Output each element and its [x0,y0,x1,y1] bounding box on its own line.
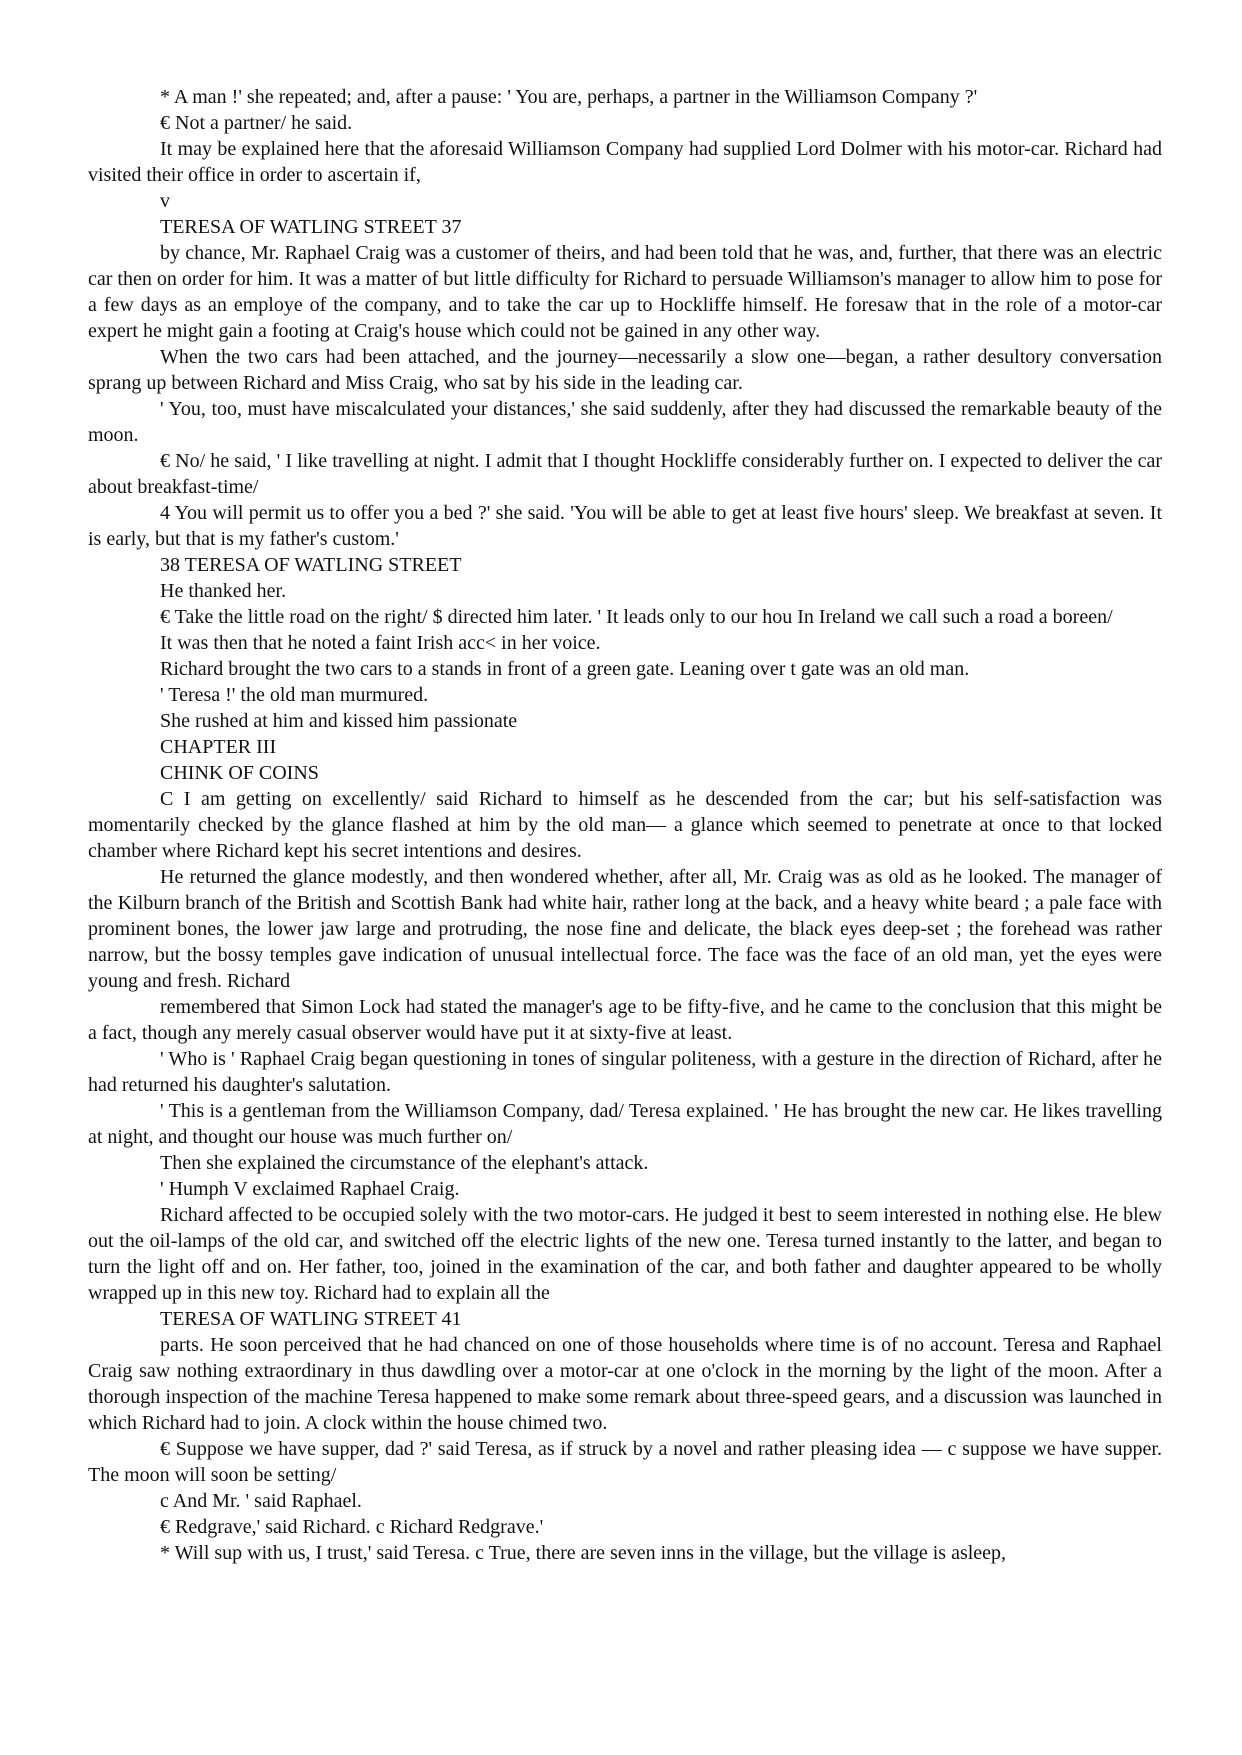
paragraph: remembered that Simon Lock had stated the manager's age to be fifty-five, and he came to the conclusion that this might be a fact, though any merely casual observer would have put it at sixty-five at least. [88,996,1162,1044]
paragraph: C I am getting on excellently/ said Richard to himself as he descended from the car; but his self-satisfaction was momentarily checked by the glance flashed at him by the old man— a glance which seemed to penetrate at once to that locked chamber where Richard kept his secret intentions and desires. [88,788,1162,862]
running-header: 38 TERESA OF WATLING STREET [160,554,462,576]
paragraph: € Not a partner/ he said. [160,112,353,134]
paragraph: ' Who is ' Raphael Craig began questioning in tones of singular politeness, with a gesture in the direction of Richard, after he had returned his daughter's salutation. [88,1048,1162,1096]
paragraph: Richard affected to be occupied solely with the two motor-cars. He judged it best to seem interested in nothing else. He blew out the oil-lamps of the old car, and switched off the electric lights of the new one. Teresa turned instantly to the latter, and began to turn the light off and on. Her father, too, joined in the examination of the car, and both father and daughter appeared to be wholly wrapped up in this new toy. Richard had to explain all the [88,1204,1162,1304]
paragraph: ' This is a gentleman from the Williamson Company, dad/ Teresa explained. ' He has brought the new car. He likes travelling at night, and thought our house was much further on/ [88,1100,1162,1148]
paragraph: 4 You will permit us to offer you a bed ?' she said. 'You will be able to get at least five hours' sleep. We breakfast at seven. It is early, but that is my father's custom.' [88,502,1162,550]
paragraph: parts. He soon perceived that he had chanced on one of those households where time is of no account. Teresa and Raphael Craig saw nothing extraordinary in thus dawdling over a motor-car at one o'clock in the morning by the light of the moon. After a thorough inspection of the machine Teresa happened to make some remark about three-speed gears, and a discussion was launched in which Richard had to join. A clock within the house chimed two. [88,1334,1162,1434]
chapter-title: CHINK OF COINS [160,762,319,784]
paragraph: ' You, too, must have miscalculated your distances,' she said suddenly, after they had discussed the remarkable beauty of the moon. [88,398,1162,446]
paragraph: ' Teresa !' the old man murmured. [160,684,429,706]
paragraph: Then she explained the circumstance of the elephant's attack. [160,1152,649,1174]
running-header: TERESA OF WATLING STREET 37 [160,216,462,238]
paragraph: Richard brought the two cars to a stands in front of a green gate. Leaning over t gate was an old man. [160,658,970,680]
paragraph: * Will sup with us, I trust,' said Teresa. c True, there are seven inns in the village, but the village is asleep, [160,1542,1007,1564]
page-text [88,84,1162,1566]
paragraph: She rushed at him and kissed him passionate [160,710,518,732]
paragraph: € Take the little road on the right/ $ directed him later. ' It leads only to our hou In Ireland we call such a road a boreen/ [160,606,1113,628]
running-header: TERESA OF WATLING STREET 41 [160,1308,462,1330]
paragraph: by chance, Mr. Raphael Craig was a customer of theirs, and had been told that he was, and, further, that there was an electric car then on order for him. It was a matter of but little difficulty for Richard to persuade Williamson's manager to allow him to pose for a few days as an employe of the company, and to take the car up to Hockliffe himself. He foresaw that in the role of a motor-car expert he might gain a footing at Craig's house which could not be gained in any other way. [88,242,1162,342]
paragraph: He returned the glance modestly, and then wondered whether, after all, Mr. Craig was as old as he looked. The manager of the Kilburn branch of the British and Scottish Bank had white hair, rather long at the back, and a heavy white beard ; a pale face with prominent bones, the lower jaw large and protruding, the nose fine and delicate, the black eyes deep-set ; the forehead was rather narrow, but the bossy temples gave indication of unusual intellectual force. The face was the face of an old man, yet the eyes were young and fresh. Richard [88,866,1162,992]
paragraph: € Suppose we have supper, dad ?' said Teresa, as if struck by a novel and rather pleasing idea — c suppose we have supper. The moon will soon be setting/ [88,1438,1162,1486]
stray-mark: v [160,190,170,212]
chapter-number: CHAPTER III [160,736,277,758]
paragraph: € Redgrave,' said Richard. c Richard Redgrave.' [160,1516,544,1538]
paragraph: It was then that he noted a faint Irish acc< in her voice. [160,632,601,654]
paragraph: When the two cars had been attached, and the journey—necessarily a slow one—began, a rather desultory conversation sprang up between Richard and Miss Craig, who sat by his side in the leading car. [88,346,1162,394]
paragraph: He thanked her. [160,580,287,602]
paragraph: ' Humph V exclaimed Raphael Craig. [160,1178,460,1200]
paragraph: It may be explained here that the aforesaid Williamson Company had supplied Lord Dolmer with his motor-car. Richard had visited their office in order to ascertain if, [88,138,1162,186]
paragraph: * A man !' she repeated; and, after a pause: ' You are, perhaps, a partner in the Williamson Company ?' [160,86,978,108]
paragraph: c And Mr. ' said Raphael. [160,1490,362,1512]
paragraph: € No/ he said, ' I like travelling at night. I admit that I thought Hockliffe considerably further on. I expected to deliver the car about breakfast-time/ [88,450,1162,498]
